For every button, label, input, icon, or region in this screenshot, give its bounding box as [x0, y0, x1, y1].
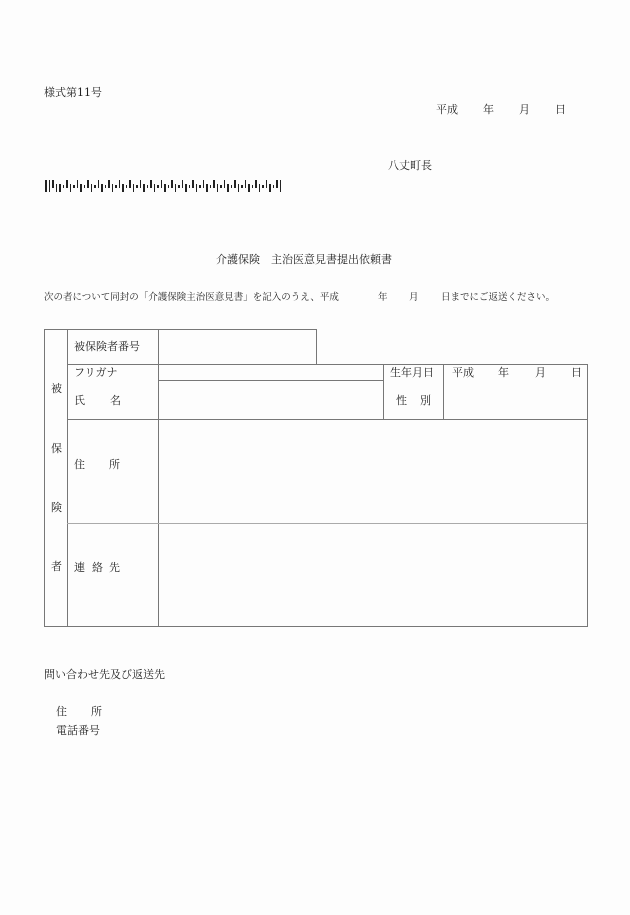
barcode-bar — [199, 185, 201, 188]
barcode-bar — [182, 180, 184, 188]
barcode-bar — [129, 180, 131, 188]
barcode-bar — [178, 185, 180, 188]
birthdate-label: 生年月日 — [390, 366, 434, 379]
barcode-bar — [231, 185, 233, 188]
barcode-bar — [94, 185, 96, 188]
barcode-bar — [73, 185, 75, 188]
barcode-bar — [45, 180, 47, 192]
barcode-bar — [213, 180, 215, 188]
barcode-bar — [241, 185, 243, 188]
barcode-bar — [245, 180, 247, 188]
barcode-bar — [126, 185, 128, 188]
barcode-bar — [112, 184, 114, 192]
barcode-bar — [203, 180, 205, 188]
barcode-bar — [108, 180, 110, 188]
contact-label-char: 絡 — [92, 561, 103, 574]
barcode-bar — [150, 180, 152, 188]
barcode-bar — [84, 185, 86, 188]
barcode-bar — [164, 184, 166, 192]
barcode-bar — [248, 184, 250, 192]
instruction-before: 次の者について同封の「介護保険主治医意見書」を記入のうえ、平成 — [44, 292, 339, 303]
birthdate-month: 月 — [535, 366, 546, 379]
barcode-bar — [259, 184, 261, 192]
barcode-bar — [210, 185, 212, 188]
sex-label-2: 別 — [420, 394, 431, 407]
barcode-bar — [63, 185, 65, 188]
barcode-bar — [105, 185, 107, 188]
barcode-bar — [217, 184, 219, 192]
contact-label-char: 先 — [109, 561, 120, 574]
barcode-bar — [266, 180, 268, 188]
date-year: 年 — [483, 103, 494, 116]
barcode-bar — [280, 180, 282, 192]
barcode-bar — [56, 184, 58, 192]
document-title: 介護保険 主治医意見書提出依頼書 — [216, 253, 392, 266]
barcode-bar — [206, 184, 208, 192]
sex-label-1: 性 — [396, 394, 407, 407]
date-era: 平成 — [436, 103, 458, 116]
barcode-bar — [77, 180, 79, 188]
barcode-bar — [192, 180, 194, 188]
barcode-bar — [255, 180, 257, 188]
barcode-bar — [87, 180, 89, 188]
contact-label-char: 連 — [74, 561, 85, 574]
barcode-bar — [136, 185, 138, 188]
sex-field[interactable] — [445, 382, 585, 418]
instruction-month: 月 — [409, 292, 419, 303]
barcode-bar — [157, 185, 159, 188]
name-field[interactable] — [160, 382, 381, 418]
barcode-bar — [189, 185, 191, 188]
barcode-bar — [238, 184, 240, 192]
barcode-bar — [175, 184, 177, 192]
barcode-bar — [161, 180, 163, 188]
section-label-char: 者 — [51, 560, 62, 573]
contact-field[interactable] — [160, 525, 585, 625]
barcode-bar — [133, 184, 135, 192]
furigana-label: フリガナ — [74, 366, 118, 379]
barcode-bar — [269, 184, 271, 192]
addressee: 八丈町長 — [388, 159, 432, 172]
address-field[interactable] — [160, 421, 585, 521]
barcode-bar — [234, 180, 236, 188]
contact-heading: 問い合わせ先及び返送先 — [44, 668, 165, 681]
instruction-after: 日までにご返送ください。 — [441, 292, 556, 303]
customer-barcode-icon — [45, 180, 281, 192]
barcode-bar — [122, 184, 124, 192]
furigana-field[interactable] — [160, 366, 381, 379]
barcode-bar — [140, 180, 142, 188]
barcode-bar — [49, 180, 51, 192]
barcode-bar — [252, 185, 254, 188]
barcode-bar — [227, 184, 229, 192]
instruction-year: 年 — [378, 292, 388, 303]
footer-phone-label: 電話番号 — [56, 724, 100, 737]
barcode-bar — [80, 184, 82, 192]
barcode-bar — [66, 180, 68, 188]
barcode-bar — [273, 185, 275, 188]
barcode-bar — [171, 180, 173, 188]
barcode-bar — [147, 185, 149, 188]
barcode-bar — [154, 184, 156, 192]
name-label-2: 名 — [110, 394, 121, 407]
birthdate-year: 年 — [498, 366, 509, 379]
footer-address-label-1: 住 — [56, 705, 67, 718]
birthdate-era: 平成 — [452, 366, 474, 379]
barcode-bar — [224, 180, 226, 188]
section-label-char: 被 — [51, 382, 62, 395]
footer-address-label-2: 所 — [91, 705, 102, 718]
barcode-bar — [101, 184, 103, 192]
date-day: 日 — [555, 103, 566, 116]
barcode-bar — [196, 184, 198, 192]
section-label-char: 険 — [51, 501, 62, 514]
barcode-bar — [70, 184, 72, 192]
barcode-bar — [276, 180, 278, 188]
address-label-1: 住 — [74, 458, 85, 471]
birthdate-day: 日 — [571, 366, 582, 379]
barcode-bar — [168, 185, 170, 188]
insured-number-field[interactable] — [160, 331, 314, 362]
barcode-bar — [52, 180, 54, 188]
barcode-bar — [262, 185, 264, 188]
section-label-char: 保 — [51, 442, 62, 455]
insured-number-label: 被保険者番号 — [74, 340, 140, 353]
barcode-bar — [143, 184, 145, 192]
barcode-bar — [220, 185, 222, 188]
barcode-bar — [91, 184, 93, 192]
barcode-bar — [119, 180, 121, 188]
name-label-1: 氏 — [74, 394, 85, 407]
form-number: 様式第11号 — [44, 86, 102, 99]
barcode-bar — [59, 184, 61, 192]
barcode-bar — [115, 185, 117, 188]
barcode-bar — [98, 180, 100, 188]
barcode-bar — [185, 184, 187, 192]
address-label-2: 所 — [109, 458, 120, 471]
date-month: 月 — [519, 103, 530, 116]
